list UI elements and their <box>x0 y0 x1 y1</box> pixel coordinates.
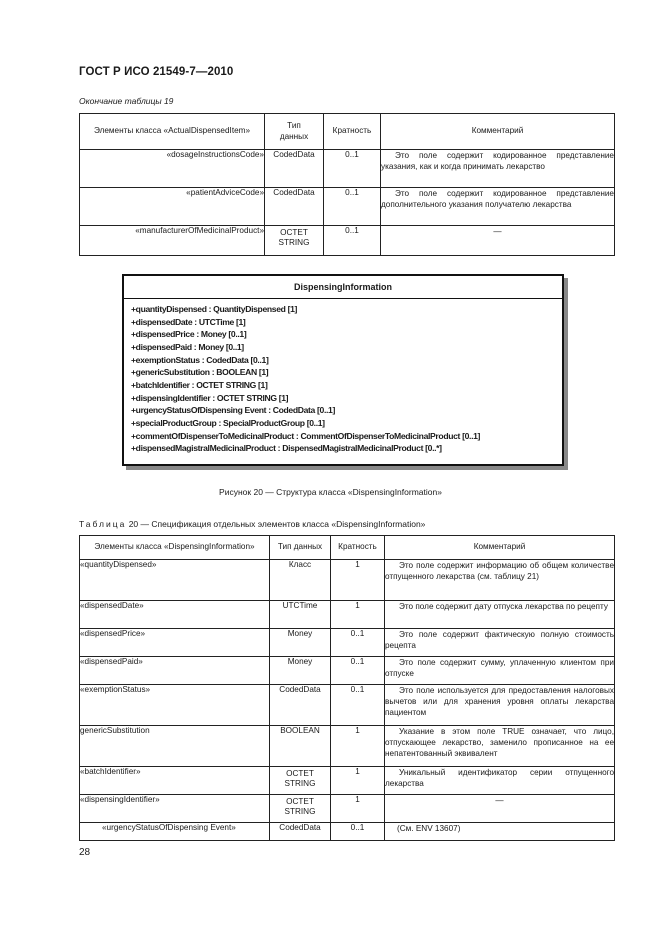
table-row <box>80 560 615 601</box>
table-header-row <box>80 114 615 150</box>
document-header: ГОСТ Р ИСО 21549-7—2010 <box>79 66 234 78</box>
cell-element-name: «batchIdentifier» <box>80 767 270 795</box>
cell-comment: Это поле содержит фактическую полную стоимость рецепта <box>385 629 615 657</box>
cell-comment: Указание в этом поле TRUE означает, что лицо, отпускающее лекарство, заменило прописанное на ее непатентованный эквивалент <box>385 726 615 767</box>
cell-data-type: CodedData <box>270 823 331 841</box>
uml-attribute: +dispensedPaid : Money [0..1] <box>131 341 244 352</box>
uml-box-shadow <box>126 466 568 470</box>
table-20-caption <box>79 519 425 529</box>
cell-comment: Это поле содержит кодированное представление дополнительного указания получателю лекарства <box>381 188 615 226</box>
header-cell-type: Тип данных <box>265 114 324 150</box>
table-row <box>80 226 615 256</box>
uml-attribute: +quantityDispensed : QuantityDispensed [1] <box>131 304 298 314</box>
uml-attribute: +dispensedPrice : Money [0..1] <box>131 329 247 340</box>
cell-data-type: CodedData <box>265 188 324 226</box>
cell-comment: Это поле содержит информацию об общем количестве отпущенного лекарства (см. таблицу 21) <box>385 560 615 601</box>
table-row <box>80 629 615 657</box>
cell-comment: (См. ENV 13607) <box>385 823 615 841</box>
table-row <box>80 657 615 685</box>
cell-data-type: CodedData <box>265 150 324 188</box>
uml-attribute: +batchIdentifier : OCTET STRING [1] <box>131 379 268 390</box>
cell-element-name: «dispensedDate» <box>80 601 270 629</box>
header-cell-type: Тип данных <box>270 536 331 560</box>
header-cell-cardinality: Кратность <box>324 114 381 150</box>
cell-cardinality: 1 <box>331 601 385 629</box>
table-row <box>80 823 615 841</box>
cell-cardinality: 1 <box>331 767 385 795</box>
cell-comment: Уникальный идентификатор серии отпущенного лекарства <box>385 767 615 795</box>
cell-cardinality: 0..1 <box>331 629 385 657</box>
table-caption-text: 20 — Спецификация отдельных элементов класса «DispensingInformation» <box>128 519 426 529</box>
table-row <box>80 188 615 226</box>
table-row <box>80 795 615 823</box>
page-number: 28 <box>79 847 91 858</box>
header-cell-comment: Комментарий <box>385 536 615 560</box>
cell-comment: Это поле содержит дату отпуска лекарства по рецепту <box>385 601 615 629</box>
table-19 <box>79 113 615 256</box>
uml-attribute: +specialProductGroup : SpecialProductGroup [0..1] <box>131 417 325 428</box>
uml-class-diagram <box>122 274 564 466</box>
cell-cardinality: 1 <box>331 560 385 601</box>
table-row <box>80 150 615 188</box>
cell-element-name: «dispensingIdentifier» <box>80 795 270 823</box>
cell-cardinality: 0..1 <box>331 657 385 685</box>
cell-comment: Это поле содержит кодированное представление указания, как и когда принимать лекарство <box>381 150 615 188</box>
cell-cardinality: 1 <box>331 726 385 767</box>
uml-attribute: +dispensedMagistralMedicinalProduct : DispensedMagistralMedicinalProduct [0..*] <box>131 443 442 454</box>
header-cell-comment: Комментарий <box>381 114 615 150</box>
cell-element-name: «dosageInstructionsCode» <box>80 150 265 188</box>
cell-cardinality: 0..1 <box>324 188 381 226</box>
uml-attribute: +genericSubstitution : BOOLEAN [1] <box>131 367 269 378</box>
uml-attribute: +exemptionStatus : CodedData [0..1] <box>131 354 269 365</box>
cell-element-name: «dispensedPrice» <box>80 629 270 657</box>
header-cell-elements: Элементы класса «DispensingInformation» <box>80 536 270 560</box>
uml-attribute: +urgencyStatusOfDispensing Event : CodedData [0..1] <box>131 405 335 416</box>
cell-cardinality: 0..1 <box>324 226 381 256</box>
header-cell-cardinality: Кратность <box>331 536 385 560</box>
cell-data-type: OCTET STRING <box>270 795 331 823</box>
table-row <box>80 601 615 629</box>
uml-attribute-list <box>124 299 562 455</box>
uml-attribute: +commentOfDispenserToMedicinalProduct : CommentOfDispenserToMedicinalProduct [0..1] <box>131 430 481 441</box>
cell-data-type: BOOLEAN <box>270 726 331 767</box>
uml-attribute: +dispensedDate : UTCTime [1] <box>131 316 246 327</box>
table-header-row <box>80 536 615 560</box>
cell-comment: Это поле используется для предоставления налоговых вычетов или для хранения уровня оплаты лекарства пациентом <box>385 685 615 726</box>
table-row <box>80 685 615 726</box>
table-19-caption: Окончание таблицы 19 <box>79 96 174 106</box>
cell-element-name: «manufacturerOfMedicinalProduct» <box>80 226 265 256</box>
cell-comment: — <box>385 795 615 823</box>
cell-element-name: genericSubstitution <box>80 726 270 767</box>
cell-cardinality: 0..1 <box>324 150 381 188</box>
cell-cardinality: 0..1 <box>331 823 385 841</box>
cell-element-name: «urgencyStatusOfDispensing Event» <box>80 823 270 841</box>
cell-element-name: «exemptionStatus» <box>80 685 270 726</box>
cell-comment: — <box>381 226 615 256</box>
table-label: Таблица <box>79 519 127 529</box>
cell-cardinality: 1 <box>331 795 385 823</box>
cell-element-name: «patientAdviceCode» <box>80 188 265 226</box>
cell-data-type: CodedData <box>270 685 331 726</box>
cell-element-name: «quantityDispensed» <box>80 560 270 601</box>
table-row <box>80 767 615 795</box>
cell-data-type: OCTET STRING <box>265 226 324 256</box>
uml-class-title: DispensingInformation <box>124 276 562 299</box>
table-20 <box>79 535 615 841</box>
table-row <box>80 726 615 767</box>
header-cell-elements: Элементы класса «ActualDispensedItem» <box>80 114 265 150</box>
uml-box-shadow-side <box>564 278 568 470</box>
uml-attribute: +dispensingIdentifier : OCTET STRING [1] <box>131 392 289 403</box>
figure-caption: Рисунок 20 — Структура класса «DispensingInformation» <box>219 487 442 497</box>
cell-data-type: Класс <box>270 560 331 601</box>
cell-data-type: UTCTime <box>270 601 331 629</box>
cell-element-name: «dispensedPaid» <box>80 657 270 685</box>
cell-data-type: OCTET STRING <box>270 767 331 795</box>
cell-comment: Это поле содержит сумму, уплаченную клиентом при отпуске <box>385 657 615 685</box>
cell-data-type: Money <box>270 629 331 657</box>
cell-cardinality: 0..1 <box>331 685 385 726</box>
cell-data-type: Money <box>270 657 331 685</box>
